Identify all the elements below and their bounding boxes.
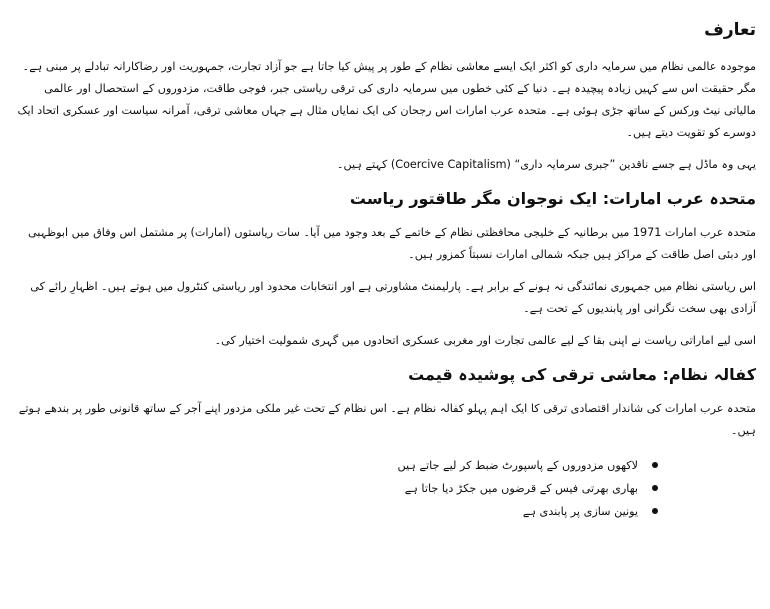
section-heading-kafala: کفالہ نظام: معاشی ترقی کی پوشیدہ قیمت: [408, 365, 756, 384]
kafala-bullet-list: [14, 454, 756, 523]
list-item-text: لاکھوں مزدوروں کے پاسپورٹ ضبط کر لیے جاتے ہیں: [397, 459, 638, 472]
list-item-text: بھاری بھرتی فیس کے قرضوں میں جکڑ دیا جاتا ہے: [404, 482, 638, 495]
section-heading-introduction: تعارف: [704, 20, 756, 40]
uae-alliances-paragraph: اسی لیے اماراتی ریاست نے اپنی بقا کے لیے عالمی تجارت اور مغربی عسکری اتحادوں میں گہری شمولیت اختیار کی۔: [214, 334, 756, 347]
bullet-icon: [652, 462, 658, 468]
bullet-icon: [652, 508, 658, 514]
intro-paragraph: موجودہ عالمی نظام میں سرمایہ داری کو اکثر ایک ایسے معاشی نظام کے طور پر پیش کیا جاتا ہے جو آزاد تجارت، جمہوریت اور رضاکارانہ تبادلے پر مبنی ہے۔ مگر حقیقت اس سے کہیں زیادہ پیچیدہ ہے۔ دنیا کے کئی خطوں میں سرمایہ داری کی ترقی ریاستی جبر، فوجی طاقت، مزدوروں کے استحصال اور عالمی مالیاتی نیٹ ورکس کے ساتھ جڑی ہوئی ہے۔ متحدہ عرب امارات اس رجحان کی ایک نمایاں مثال ہے جہاں معاشی ترقی، آمرانہ سیاست اور عسکری اتحاد ایک دوسرے کو تقویت دیتے ہیں۔: [17, 60, 756, 139]
section-heading-uae: متحدہ عرب امارات: ایک نوجوان مگر طاقتور ریاست: [349, 189, 756, 208]
uae-history-paragraph: متحدہ عرب امارات 1971 میں برطانیہ کے خلیجی محافظتی نظام کے خاتمے کے بعد وجود میں آیا۔ سات ریاستوں (امارات) پر مشتمل اس وفاق میں ابوظہبی اور دبئی اصل طاقت کے مراکز ہیں جبکہ شمالی امارات نسبتاً کمزور ہیں۔: [27, 226, 756, 261]
uae-politics-paragraph: اس ریاستی نظام میں جمہوری نمائندگی نہ ہونے کے برابر ہے۔ پارلیمنٹ مشاورتی ہے اور انتخابات محدود اور ریاستی کنٹرول میں ہوتے ہیں۔ اظہارِ رائے کی آزادی بھی سخت نگرانی اور پابندیوں کے تحت ہے۔: [30, 280, 756, 315]
list-item: [14, 454, 658, 477]
bullet-icon: [652, 485, 658, 491]
list-item: [14, 500, 658, 523]
list-item: [14, 477, 658, 500]
list-item-text: یونین سازی پر پابندی ہے: [522, 505, 638, 518]
coercive-capitalism-paragraph: یہی وہ ماڈل ہے جسے ناقدین ”جبری سرمایہ داری“ (Coercive Capitalism) کہتے ہیں۔: [336, 158, 756, 171]
kafala-paragraph: متحدہ عرب امارات کی شاندار اقتصادی ترقی کا ایک اہم پہلو کفالہ نظام ہے۔ اس نظام کے تحت غیر ملکی مزدور اپنے آجر کے ساتھ قانونی طور پر بندھے ہوتے ہیں۔: [18, 402, 756, 437]
